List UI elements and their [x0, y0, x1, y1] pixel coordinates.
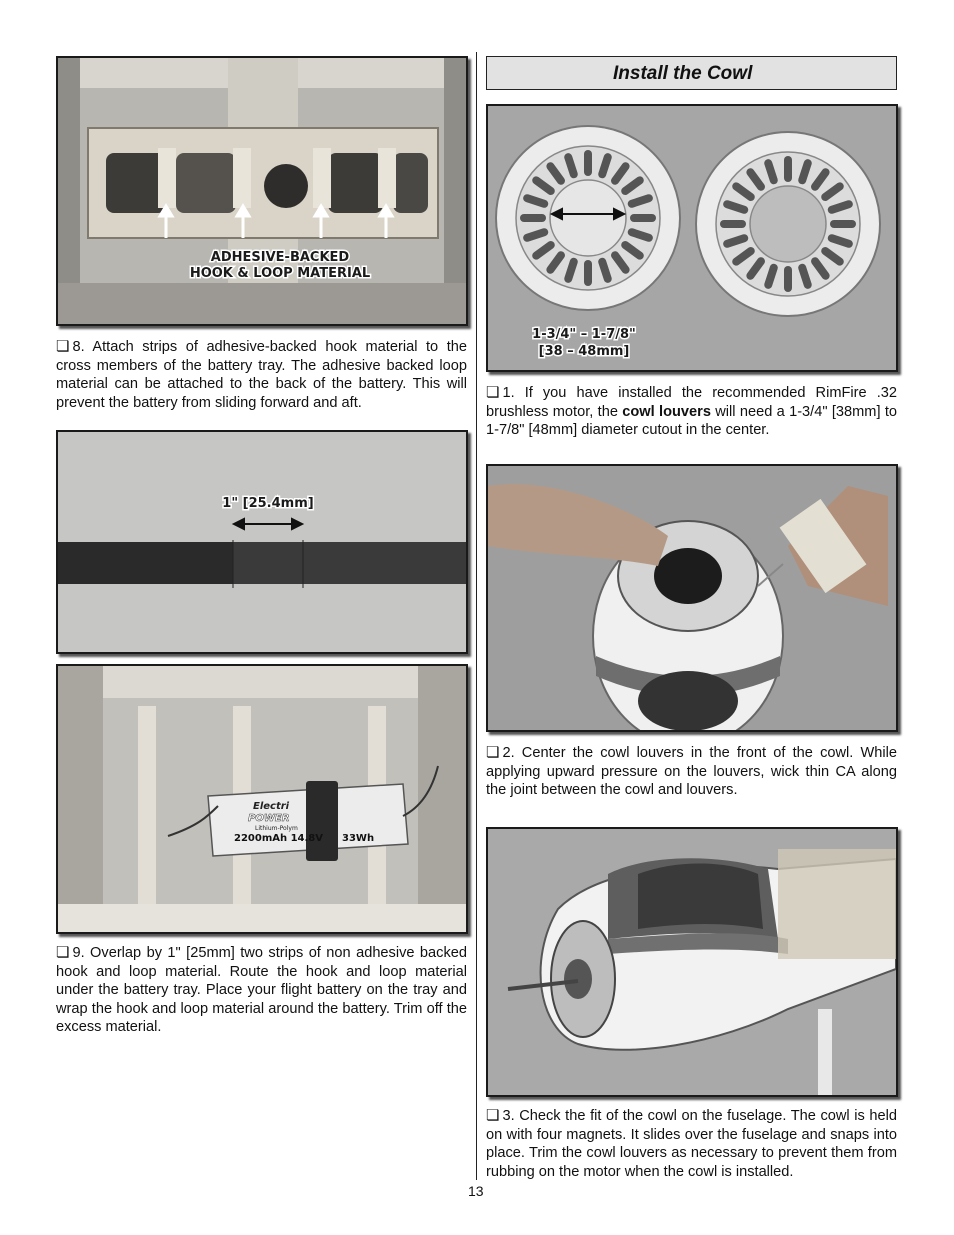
cowl-step-3-checkbox[interactable]: ❏ [486, 1107, 500, 1124]
cowl-gluing-photo [486, 464, 898, 732]
step-8-text: ❏ 8. Attach strips of adhesive-backed hook material to the cross members of the battery tray. The adhesive backed loop material can be attached to the back of the battery. This will prevent the battery from sliding forward and aft. [56, 338, 467, 411]
column-divider [476, 52, 477, 1180]
louver-slot [630, 214, 656, 222]
louver-caption-line2: [38 – 48mm] [538, 344, 630, 359]
page-number: 13 [468, 1183, 484, 1199]
cowl-step-1-checkbox[interactable]: ❏ [486, 384, 500, 401]
cowl-step-2-checkbox[interactable]: ❏ [486, 744, 500, 761]
louver-slot [584, 150, 592, 176]
louver-slot [784, 266, 792, 292]
battery-spec-label: 2200mAh 14.8V [234, 833, 324, 844]
battery-tray-caption-line2: HOOK & LOOP MATERIAL [189, 266, 371, 281]
section-title: Install the Cowl [613, 63, 753, 84]
battery-installed-photo [56, 664, 468, 934]
cowl-louvers-term: cowl louvers [622, 403, 711, 420]
hook-loop-overlap-photo [56, 430, 468, 654]
overlap-label: 1" [25.4mm] [222, 496, 314, 511]
louver-caption-line1: 1-3/4" – 1-7/8" [532, 327, 636, 342]
cowl-step-3-text: ❏ 3. Check the fit of the cowl on the fuselage. The cowl is held on with four magnets. It slides over the fuselage and snaps into place. Trim the cowl louvers as necessary to prevent them from rubbing on the motor when the cowl is installed. [486, 1107, 897, 1180]
cowl-louvers-photo [486, 104, 898, 372]
battery-wh-label: 33Wh [342, 833, 375, 844]
cowl-step-2-text: ❏ 2. Center the cowl louvers in the front of the cowl. While applying upward pressure on the louvers, wick thin CA along the joint between the cowl and louvers. [486, 744, 897, 798]
louver-slot [720, 220, 746, 228]
battery-tray-photo [56, 56, 468, 326]
battery-tray-caption-line1: ADHESIVE-BACKED [210, 250, 350, 265]
step-9-text: ❏ 9. Overlap by 1" [25mm] two strips of non adhesive backed hook and loop material. Route the hook and loop material under the battery tray. Place your flight battery on the tray and wrap the hook and loop material around the battery. Trim off the excess material. [56, 944, 467, 1035]
louver-slot [784, 156, 792, 182]
step-8-checkbox[interactable]: ❏ [56, 338, 70, 355]
cowl-step-1-text: ❏ 1. If you have installed the recommended RimFire .32 brushless motor, the cowl louvers will need a 1-3/4" [38mm] to 1-7/8" [48mm] diameter cutout in the center. [486, 384, 897, 438]
louver-slot [584, 260, 592, 286]
louver-slot [520, 214, 546, 222]
step-9-checkbox[interactable]: ❏ [56, 944, 70, 961]
battery-chem-label: Lithium-Polym [255, 825, 298, 832]
battery-power-label: POWER [248, 813, 290, 824]
louver-slot [830, 220, 856, 228]
battery-brand-label: Electri [253, 801, 290, 812]
cowl-fitted-photo [486, 827, 898, 1097]
section-header [486, 56, 897, 90]
